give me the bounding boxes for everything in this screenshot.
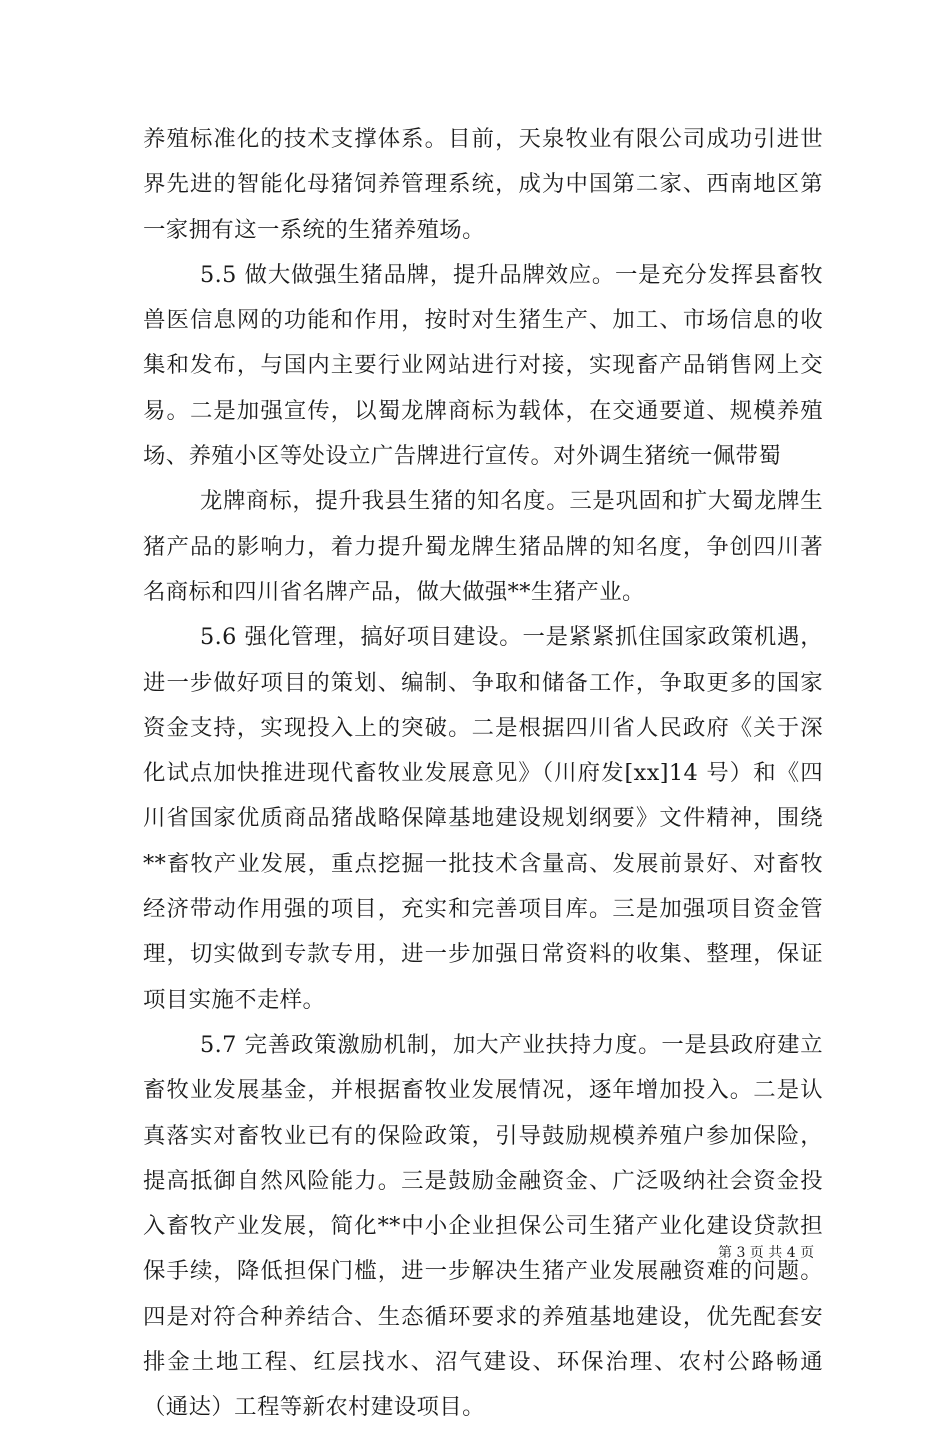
paragraph-2: 5.5 做大做强生猪品牌，提升品牌效应。一是充分发挥县畜牧兽医信息网的功能和作用，按时对生猪生产、加工、市场信息的收集和发布，与国内主要行业网站进行对接，实现畜产品销售网上交易。二是加强宣传，以蜀龙牌商标为载体，在交通要道、规模养殖场、养殖小区等处设立广告牌进行宣传。对外调生猪统一佩带蜀: [143, 261, 823, 470]
paragraph-1: 养殖标准化的技术支撑体系。目前，天泉牧业有限公司成功引进世界先进的智能化母猪饲养管理系统，成为中国第二家、西南地区第一家拥有这一系统的生猪养殖场。: [143, 126, 823, 243]
document-body: [143, 117, 823, 1431]
paragraph-5: 5.7 完善政策激励机制，加大产业扶持力度。一是县政府建立畜牧业发展基金，并根据畜牧业发展情况，逐年增加投入。二是认真落实对畜牧业已有的保险政策，引导鼓励规模养殖户参加保险，提高抵御自然风险能力。三是鼓励金融资金、广泛吸纳社会资金投入畜牧产业发展，简化**中小企业担保公司生猪产业化建设贷款担保手续，降低担保门槛，进一步解决生猪产业发展融资难的问题。四是对符合种养结合、生态循环要求的养殖基地建设，优先配套安排金土地工程、红层找水、沼气建设、环保治理、农村公路畅通（通达）工程等新农村建设项目。: [143, 1031, 823, 1421]
page-number-footer: 第 3 页 共 4 页: [718, 1245, 815, 1261]
paragraph-4: 5.6 强化管理，搞好项目建设。一是紧紧抓住国家政策机遇，进一步做好项目的策划、编制、争取和储备工作，争取更多的国家资金支持，实现投入上的突破。二是根据四川省人民政府《关于深化试点加快推进现代畜牧业发展意见》（川府发[xx]14 号）和《四川省国家优质商品猪战略保障基地建设规划纲要》文件精神，围绕**畜牧产业发展，重点挖掘一批技术含量高、发展前景好、对畜牧经济带动作用强的项目，充实和完善项目库。三是加强项目资金管理，切实做到专款专用，进一步加强日常资料的收集、整理，保证项目实施不走样。: [143, 624, 823, 1013]
paragraph-3: 龙牌商标，提升我县生猪的知名度。三是巩固和扩大蜀龙牌生猪产品的影响力，着力提升蜀龙牌生猪品牌的知名度，争创四川著名商标和四川省名牌产品，做大做强**生猪产业。: [143, 488, 823, 605]
